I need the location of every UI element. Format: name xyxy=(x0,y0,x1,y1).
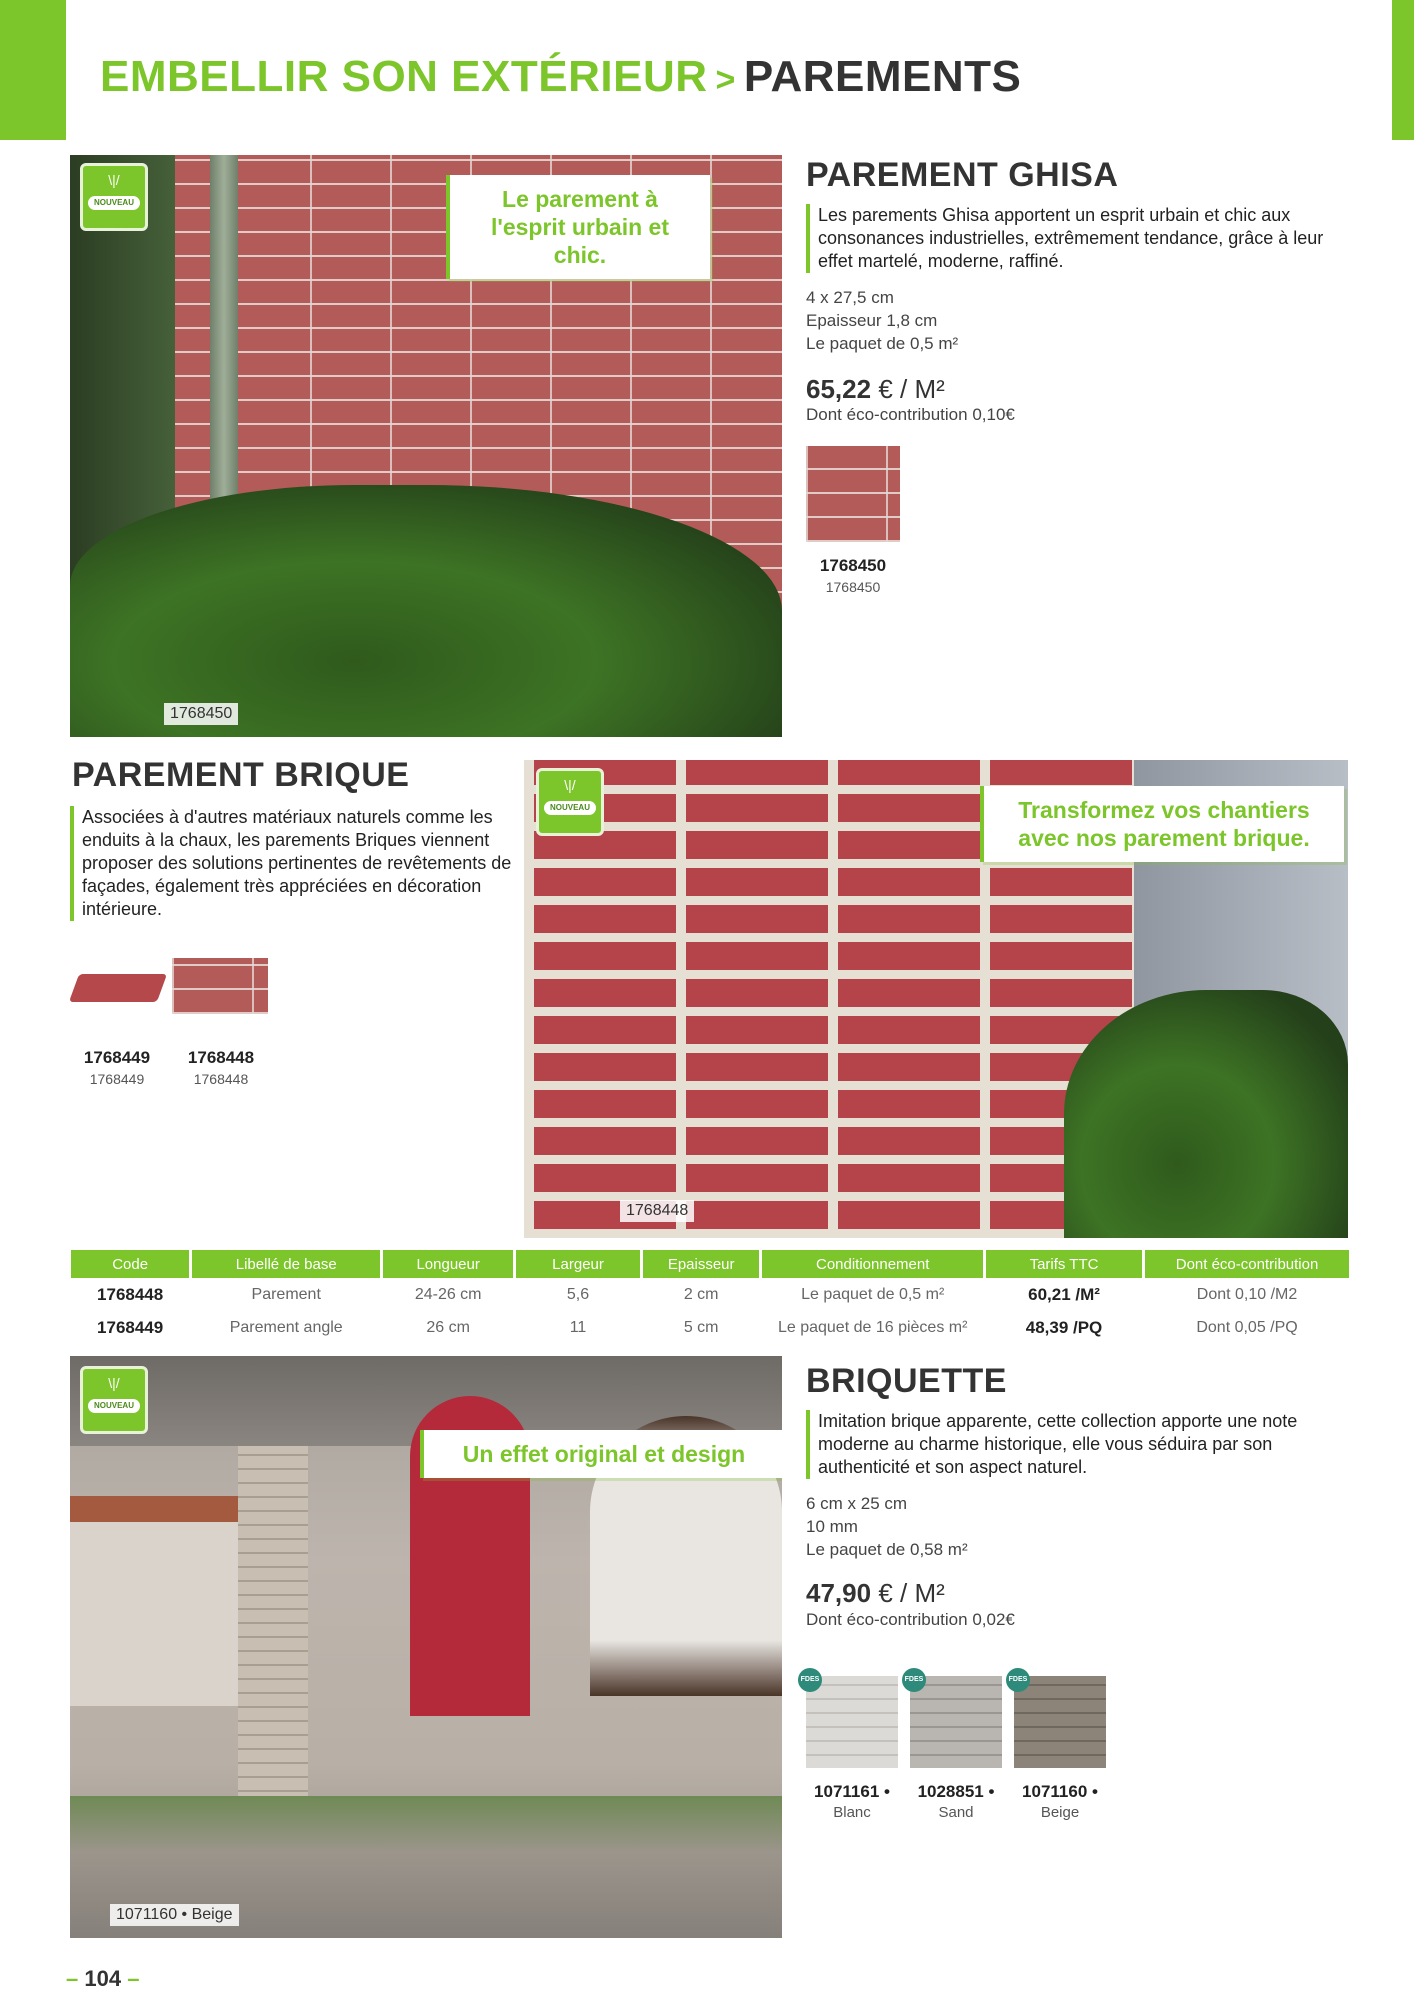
briquette-name-3: Beige xyxy=(1040,1804,1080,1821)
brique-title: PAREMENT BRIQUE xyxy=(72,756,410,794)
ghisa-photo-label: 1768450 xyxy=(164,703,238,725)
briquette-spec-pack: Le paquet de 0,58 m² xyxy=(806,1540,968,1559)
briquette-photo-tiles xyxy=(70,1496,260,1522)
table-cell: Dont 0,10 /M2 xyxy=(1196,1285,1298,1303)
briquette-swatch-beige xyxy=(1014,1676,1106,1768)
briquette-photo xyxy=(70,1356,782,1938)
briquette-code-3: 1071160 • xyxy=(1022,1782,1098,1801)
fdes-icon: FDES xyxy=(902,1668,926,1692)
briquette-specs xyxy=(806,1492,968,1561)
table-cell: 24-26 cm xyxy=(414,1285,482,1303)
badge-label: NOUVEAU xyxy=(88,196,140,210)
table-header: Tarifs TTC xyxy=(986,1250,1142,1278)
page-number-value: 104 xyxy=(84,1966,122,1991)
ghisa-swatch xyxy=(806,446,900,542)
briquette-price-unit: € / M² xyxy=(878,1578,945,1608)
briquette-swatch-blanc xyxy=(806,1676,898,1768)
briquette-swatch-sand xyxy=(910,1676,1002,1768)
table-cell: 2 cm xyxy=(683,1285,719,1303)
ghisa-specs xyxy=(806,286,958,355)
brique-code-small-1: 1768449 xyxy=(89,1071,145,1087)
page-number-dash-left: – xyxy=(66,1966,79,1991)
briquette-code-2: 1028851 • xyxy=(917,1782,995,1801)
ghisa-description: Les parements Ghisa apportent un esprit urbain et chic aux consonances industrielles, extrêmement tendance, grâce à leur effet martelé, moderne, raffiné. xyxy=(806,204,1358,273)
ghisa-title: PAREMENT GHISA xyxy=(806,156,1119,194)
page-header xyxy=(100,52,1021,102)
table-cell: Le paquet de 16 pièces m² xyxy=(777,1318,968,1336)
table-cell: 5 cm xyxy=(683,1318,719,1336)
brique-description: Associées à d'autres matériaux naturels comme les enduits à la chaux, les parements Briques viennent proposer des solutions pertinentes de revêtements de façades, également très appréciées en décoration intérieure. xyxy=(70,806,522,921)
ghisa-price-unit: € / M² xyxy=(878,374,945,404)
table-cell: Parement xyxy=(251,1285,321,1303)
briquette-spec-size: 6 cm x 25 cm xyxy=(806,1494,908,1513)
brique-callout: Transformez vos chantiers avec nos parement brique. xyxy=(980,786,1344,862)
briquette-price xyxy=(806,1578,945,1609)
badge-label: NOUVEAU xyxy=(88,1399,140,1413)
section-title: EMBELLIR SON EXTÉRIEUR xyxy=(100,52,708,101)
table-cell: 26 cm xyxy=(426,1318,470,1336)
table-cell: 5,6 xyxy=(566,1285,590,1303)
page-number xyxy=(66,1966,139,1992)
header-accent-right xyxy=(1392,0,1414,140)
header-accent-left xyxy=(0,0,66,140)
ghisa-photo-plants xyxy=(70,485,782,737)
briquette-spec-thickness: 10 mm xyxy=(806,1517,858,1536)
table-header: Epaisseur xyxy=(643,1250,760,1278)
briquette-photo-annex xyxy=(70,1506,240,1706)
ghisa-spec-size: 4 x 27,5 cm xyxy=(806,288,894,307)
table-cell-code: 1768449 xyxy=(97,1317,164,1337)
table-row xyxy=(71,1278,1349,1311)
fdes-icon: FDES xyxy=(798,1668,822,1692)
ghisa-price-value: 65,22 xyxy=(806,374,872,404)
brique-photo-plant xyxy=(1064,990,1348,1238)
briquette-code-1: 1071161 • xyxy=(814,1782,890,1801)
table-header: Longueur xyxy=(383,1250,513,1278)
ghisa-swatch-code: 1768450 xyxy=(819,556,887,575)
table-cell: 11 xyxy=(569,1318,587,1336)
fdes-icon: FDES xyxy=(1006,1668,1030,1692)
brique-code-2: 1768448 xyxy=(187,1048,255,1067)
badge-rays-icon: \|/ xyxy=(108,1375,120,1391)
table-cell: Parement angle xyxy=(229,1318,343,1336)
header-separator: > xyxy=(715,61,736,99)
nouveau-badge xyxy=(80,1366,148,1434)
briquette-price-value: 47,90 xyxy=(806,1578,872,1608)
table-header-row xyxy=(71,1250,1349,1278)
ghisa-swatch-code-small: 1768450 xyxy=(825,579,881,595)
briquette-description: Imitation brique apparente, cette collection apporte une note moderne au charme historique, elle vous séduira par son authenticité et son aspect naturel. xyxy=(806,1410,1348,1479)
table-header: Code xyxy=(71,1250,189,1278)
briquette-callout: Un effet original et design xyxy=(420,1430,782,1478)
table-header: Conditionnement xyxy=(762,1250,983,1278)
badge-rays-icon: \|/ xyxy=(564,777,576,793)
ghisa-photo xyxy=(70,155,782,737)
badge-rays-icon: \|/ xyxy=(108,172,120,188)
table-cell: Dont 0,05 /PQ xyxy=(1196,1318,1298,1336)
ghisa-spec-thickness: Epaisseur 1,8 cm xyxy=(806,311,938,330)
brique-code-small-2: 1768448 xyxy=(193,1071,249,1087)
table-row xyxy=(71,1311,1349,1344)
table-header: Dont éco-contribution xyxy=(1145,1250,1349,1278)
nouveau-badge xyxy=(536,768,604,836)
table-cell-price: 60,21 /M² xyxy=(1028,1284,1100,1304)
brique-code-1: 1768449 xyxy=(83,1048,151,1067)
category-title: PAREMENTS xyxy=(743,52,1022,101)
briquette-title: BRIQUETTE xyxy=(806,1362,1007,1400)
brique-angle-swatch xyxy=(69,974,167,1002)
product-table xyxy=(68,1250,1352,1344)
table-header: Largeur xyxy=(516,1250,640,1278)
briquette-photo-brick-column xyxy=(238,1446,308,1846)
briquette-photo-label: 1071160 • Beige xyxy=(110,1904,239,1926)
brique-swatch xyxy=(172,958,268,1014)
ghisa-price xyxy=(806,374,945,405)
ghisa-eco: Dont éco-contribution 0,10€ xyxy=(806,405,1015,424)
brique-photo xyxy=(524,760,1348,1238)
ghisa-spec-pack: Le paquet de 0,5 m² xyxy=(806,334,959,353)
table-cell-price: 48,39 /PQ xyxy=(1025,1317,1103,1337)
brique-photo-label: 1768448 xyxy=(620,1200,694,1222)
briquette-eco: Dont éco-contribution 0,02€ xyxy=(806,1610,1015,1629)
table-cell-code: 1768448 xyxy=(97,1284,164,1304)
nouveau-badge xyxy=(80,163,148,231)
briquette-name-1: Blanc xyxy=(833,1804,871,1821)
briquette-name-2: Sand xyxy=(938,1804,974,1821)
page-number-dash-right: – xyxy=(127,1966,140,1991)
table-header: Libellé de base xyxy=(192,1250,380,1278)
ghisa-callout: Le parement à l'esprit urbain et chic. xyxy=(446,175,710,279)
badge-label: NOUVEAU xyxy=(544,801,596,815)
table-cell: Le paquet de 0,5 m² xyxy=(801,1285,945,1303)
